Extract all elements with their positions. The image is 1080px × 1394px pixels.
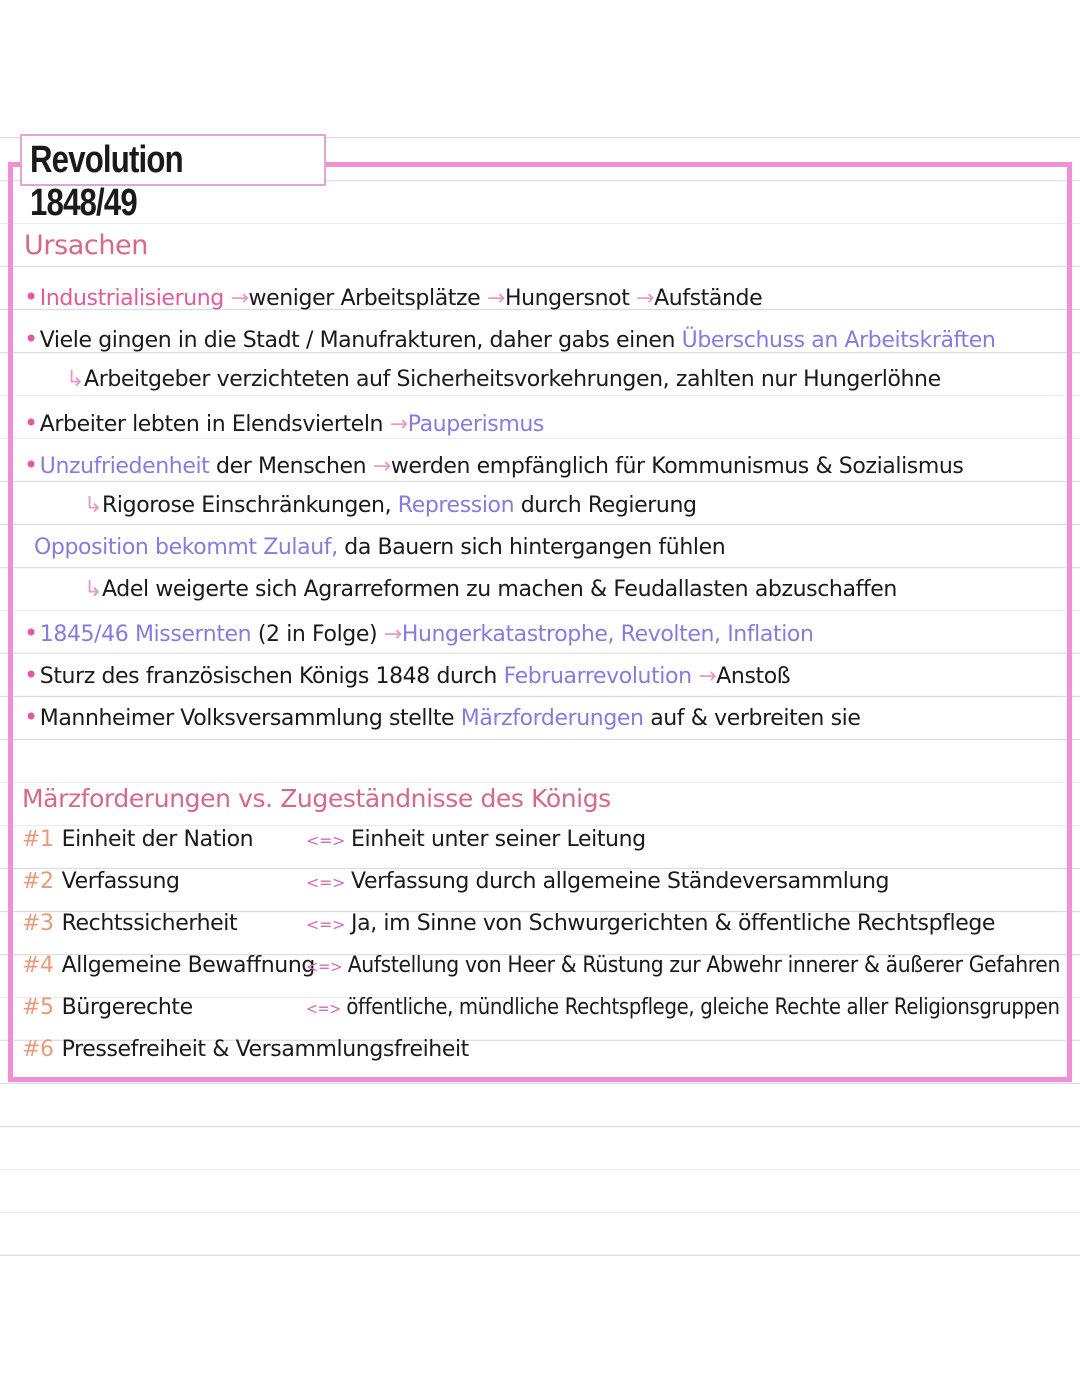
text-missernten: Missernten xyxy=(134,622,252,647)
text-pauperismus: Pauperismus xyxy=(407,412,544,437)
equivalence-icon: <=> xyxy=(306,873,346,892)
cause-line-11 xyxy=(24,703,860,731)
demand-item xyxy=(22,869,180,894)
demand-item xyxy=(22,995,193,1020)
sub-arrow-icon: ↳ xyxy=(84,493,103,518)
heading-maerzforderungen: Märzforderungen vs. Zugeständnisse des Königs xyxy=(22,784,611,813)
sub-arrow-icon: ↳ xyxy=(66,367,85,392)
text-bauern: da Bauern sich hintergangen fühlen xyxy=(344,535,726,560)
text-rigorose: Rigorose Einschränkungen, xyxy=(102,493,392,518)
text-hungersnot: Hungersnot xyxy=(504,286,630,311)
demand-text: Verfassung xyxy=(61,869,180,894)
demand-item xyxy=(22,827,253,852)
cause-line-6 xyxy=(84,493,697,518)
equivalence-icon: <=> xyxy=(306,999,341,1018)
demand-number: #2 xyxy=(22,869,54,894)
bullet-icon: • xyxy=(24,325,38,353)
text-maerzforderungen: Märzforderungen xyxy=(460,706,644,731)
text-anstoss: Anstoß xyxy=(716,664,791,689)
text-sturz: Sturz des französischen Königs 1848 durch xyxy=(39,664,497,689)
arrow-right-icon: → xyxy=(389,412,408,437)
arrow-right-icon: → xyxy=(636,286,655,311)
text-arbeiter: Arbeiter lebten in Elendsvierteln xyxy=(39,412,384,437)
bottom-margin xyxy=(0,1295,1080,1394)
demand-text: Allgemeine Bewaffnung xyxy=(61,953,315,978)
cause-line-5 xyxy=(24,451,963,479)
demand-text: Pressefreiheit & Versammlungsfreiheit xyxy=(61,1037,469,1062)
text-verbreiten: auf & verbreiten sie xyxy=(650,706,861,731)
bullet-icon: • xyxy=(24,619,38,647)
top-margin xyxy=(0,0,1080,134)
demand-number: #5 xyxy=(22,995,54,1020)
equivalence-icon: <=> xyxy=(306,957,343,976)
cause-line-1 xyxy=(24,283,762,311)
text-viele: Viele gingen in die Stadt / Manufrakturen, daher gabs einen xyxy=(39,328,676,353)
cause-line-4 xyxy=(24,409,544,437)
demand-number: #6 xyxy=(22,1037,54,1062)
text-mannheimer: Mannheimer Volksversammlung stellte xyxy=(39,706,455,731)
demand-text: Bürgerechte xyxy=(61,995,193,1020)
bullet-icon: • xyxy=(24,283,38,311)
demand-number: #4 xyxy=(22,953,54,978)
text-weniger: weniger Arbeitsplätze xyxy=(248,286,481,311)
arrow-right-icon: → xyxy=(230,286,249,311)
text-ueberschuss: Überschuss an Arbeitskräften xyxy=(681,328,996,353)
concession-text: öffentliche, mündliche Rechtspflege, gleiche Rechte aller Religionsgruppen xyxy=(346,995,1060,1020)
text-aufstaende: Aufstände xyxy=(654,286,763,311)
concession-text: Ja, im Sinne von Schwurgerichten & öffentliche Rechtspflege xyxy=(351,911,996,936)
demand-number: #1 xyxy=(22,827,54,852)
text-der-menschen: der Menschen xyxy=(216,454,367,479)
demand-item xyxy=(22,953,315,978)
text-empfaenglich: werden empfänglich für Kommunismus & Sozialismus xyxy=(390,454,964,479)
arrow-right-icon: → xyxy=(372,454,391,479)
cause-line-8 xyxy=(84,577,897,602)
title-box xyxy=(20,134,326,224)
cause-line-10 xyxy=(24,661,790,689)
concession-item xyxy=(306,869,889,894)
bullet-icon: • xyxy=(24,703,38,731)
concession-text: Verfassung durch allgemeine Ständeversammlung xyxy=(351,869,890,894)
page-title: Revolution 1848/49 xyxy=(30,139,183,224)
concession-text: Einheit unter seiner Leitung xyxy=(351,827,646,852)
text-februarrevolution: Februarrevolution xyxy=(503,664,692,689)
heading-ursachen: Ursachen xyxy=(24,230,148,261)
cause-line-2 xyxy=(24,325,995,353)
demand-item xyxy=(22,911,237,936)
concession-item xyxy=(306,911,995,936)
concession-item xyxy=(306,953,1060,978)
bullet-icon: • xyxy=(24,409,38,437)
text-1845: 1845/46 xyxy=(39,622,129,647)
demand-text: Einheit der Nation xyxy=(61,827,254,852)
cause-line-3 xyxy=(66,367,941,392)
text-unzufriedenheit: Unzufriedenheit xyxy=(39,454,210,479)
concession-text: Aufstellung von Heer & Rüstung zur Abwehr innerer & äußerer Gefahren xyxy=(347,953,1061,978)
text-opposition: Opposition bekommt Zulauf, xyxy=(34,535,338,560)
arrow-right-icon: → xyxy=(698,664,717,689)
demand-item xyxy=(22,1037,469,1062)
equivalence-icon: <=> xyxy=(306,915,346,934)
text-adel: Adel weigerte sich Agrarreformen zu machen & Feudallasten abzuschaffen xyxy=(102,577,897,602)
demand-number: #3 xyxy=(22,911,54,936)
equivalence-icon: <=> xyxy=(306,831,346,850)
cause-line-7 xyxy=(34,535,725,560)
demand-text: Rechtssicherheit xyxy=(61,911,238,936)
cause-line-9 xyxy=(24,619,814,647)
text-regierung: durch Regierung xyxy=(520,493,697,518)
text-industrialisierung: Industrialisierung xyxy=(39,286,224,311)
concession-item xyxy=(306,827,646,852)
arrow-right-icon: → xyxy=(486,286,505,311)
concession-item xyxy=(306,995,1060,1020)
sub-arrow-icon: ↳ xyxy=(84,577,103,602)
bullet-icon: • xyxy=(24,661,38,689)
arrow-right-icon: → xyxy=(383,622,402,647)
text-folge: (2 in Folge) xyxy=(257,622,378,647)
text-arbeitgeber: Arbeitgeber verzichteten auf Sicherheitsvorkehrungen, zahlten nur Hungerlöhne xyxy=(84,367,941,392)
bullet-icon: • xyxy=(24,451,38,479)
text-hungerkatastrophe: Hungerkatastrophe, Revolten, Inflation xyxy=(401,622,814,647)
text-repression: Repression xyxy=(397,493,515,518)
